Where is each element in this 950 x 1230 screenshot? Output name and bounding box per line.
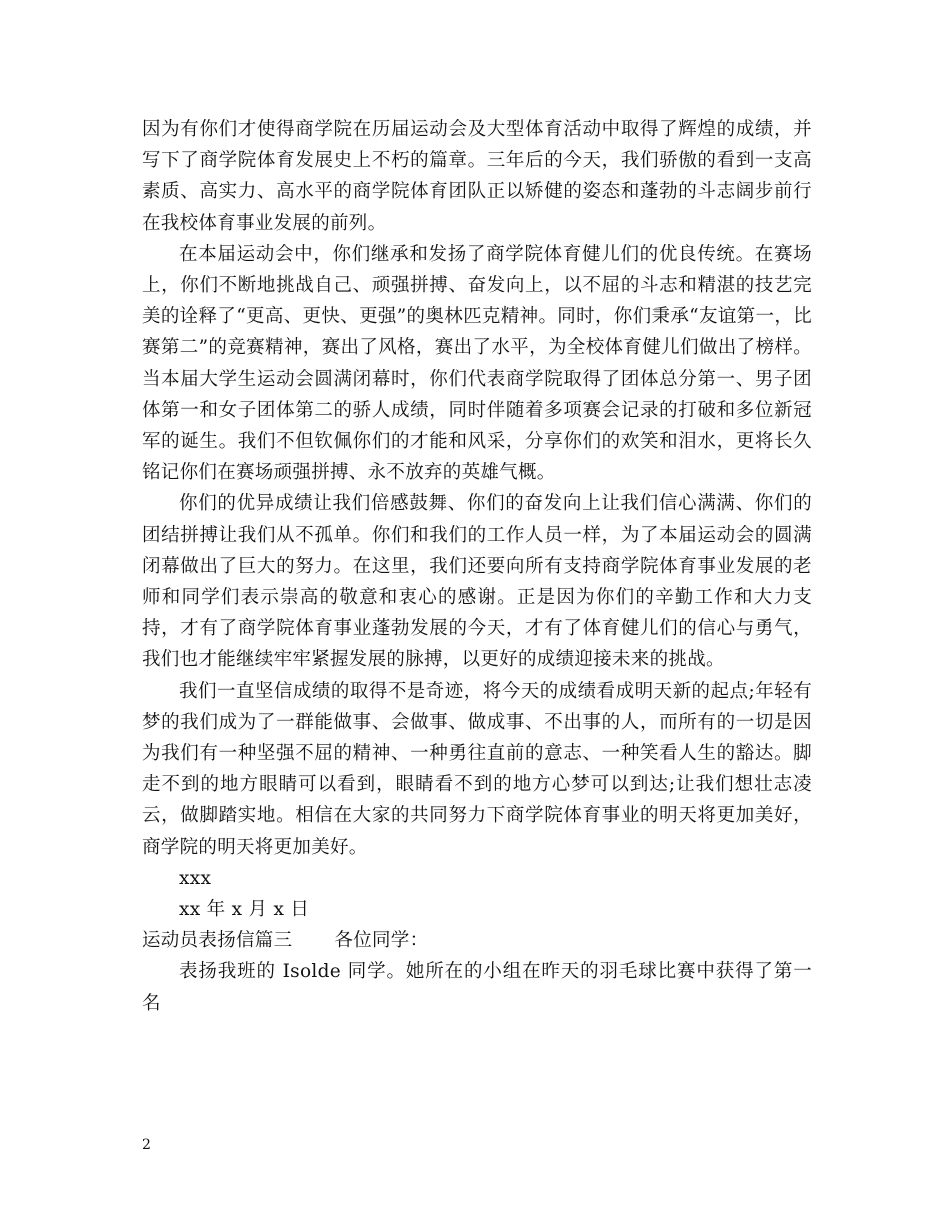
paragraph-2: 在本届运动会中，你们继承和发扬了商学院体育健儿们的优良传统。在赛场上，你们不断地挑战自己、顽强拼搏、奋发向上，以不屈的斗志和精湛的技艺完美的诠释了“更高、更快、更强”的奥林匹克精神。同时，你们秉承“友谊第一，比赛第二”的竞赛精神，赛出了风格，赛出了水平，为全校体育健儿们做出了榜样。当本届大学生运动会圆满闭幕时，你们代表商学院取得了团体总分第一、男子团体第一和女子团体第二的骄人成绩，同时伴随着多项赛会记录的打破和多位新冠军的诞生。我们不但钦佩你们的才能和风采，分享你们的欢笑和泪水，更将长久铭记你们在赛场顽强拼搏、永不放弃的英雄气概。 [142, 243, 812, 484]
salutation: 各位同学： [334, 930, 429, 952]
paragraph-4: 我们一直坚信成绩的取得不是奇迹，将今天的成绩看成明天新的起点;年轻有梦的我们成为了一群能做事、会做事、做成事、不出事的人，而所有的一切是因为我们有一种坚强不屈的精神、一种勇往直前的意志、一种笑看人生的豁达。脚走不到的地方眼睛可以看到，眼睛看不到的地方心梦可以到达;让我们想壮志凌云，做脚踏实地。相信在大家的共同努力下商学院体育事业的明天将更加美好，商学院的明天将更加美好。 [142, 680, 812, 858]
page-number: 2 [142, 1137, 151, 1153]
date-line: xx 年 x 月 x 日 [179, 899, 310, 921]
document-body [142, 114, 812, 1019]
paragraph-5: 表扬我班的 Isolde 同学。她所在的小组在昨天的羽毛球比赛中获得了第一名 [142, 961, 812, 1014]
section-title: 运动员表扬信篇三 [142, 930, 293, 952]
paragraph-1: 因为有你们才使得商学院在历届运动会及大型体育活动中取得了辉煌的成绩，并写下了商学院体育发展史上不朽的篇章。三年后的今天，我们骄傲的看到一支高素质、高实力、高水平的商学院体育团队正以矫健的姿态和蓬勃的斗志阔步前行在我校体育事业发展的前列。 [142, 119, 812, 234]
signature: xxx [179, 867, 212, 889]
paragraph-3: 你们的优异成绩让我们倍感鼓舞、你们的奋发向上让我们信心满满、你们的团结拼搏让我们从不孤单。你们和我们的工作人员一样，为了本届运动会的圆满闭幕做出了巨大的努力。在这里，我们还要向所有支持商学院体育事业发展的老师和同学们表示崇高的敬意和衷心的感谢。正是因为你们的辛勤工作和大力支持，才有了商学院体育事业蓬勃发展的今天，才有了体育健儿们的信心与勇气，我们也才能继续牢牢紧握发展的脉搏，以更好的成绩迎接未来的挑战。 [142, 493, 812, 671]
section-heading-line [142, 925, 812, 956]
